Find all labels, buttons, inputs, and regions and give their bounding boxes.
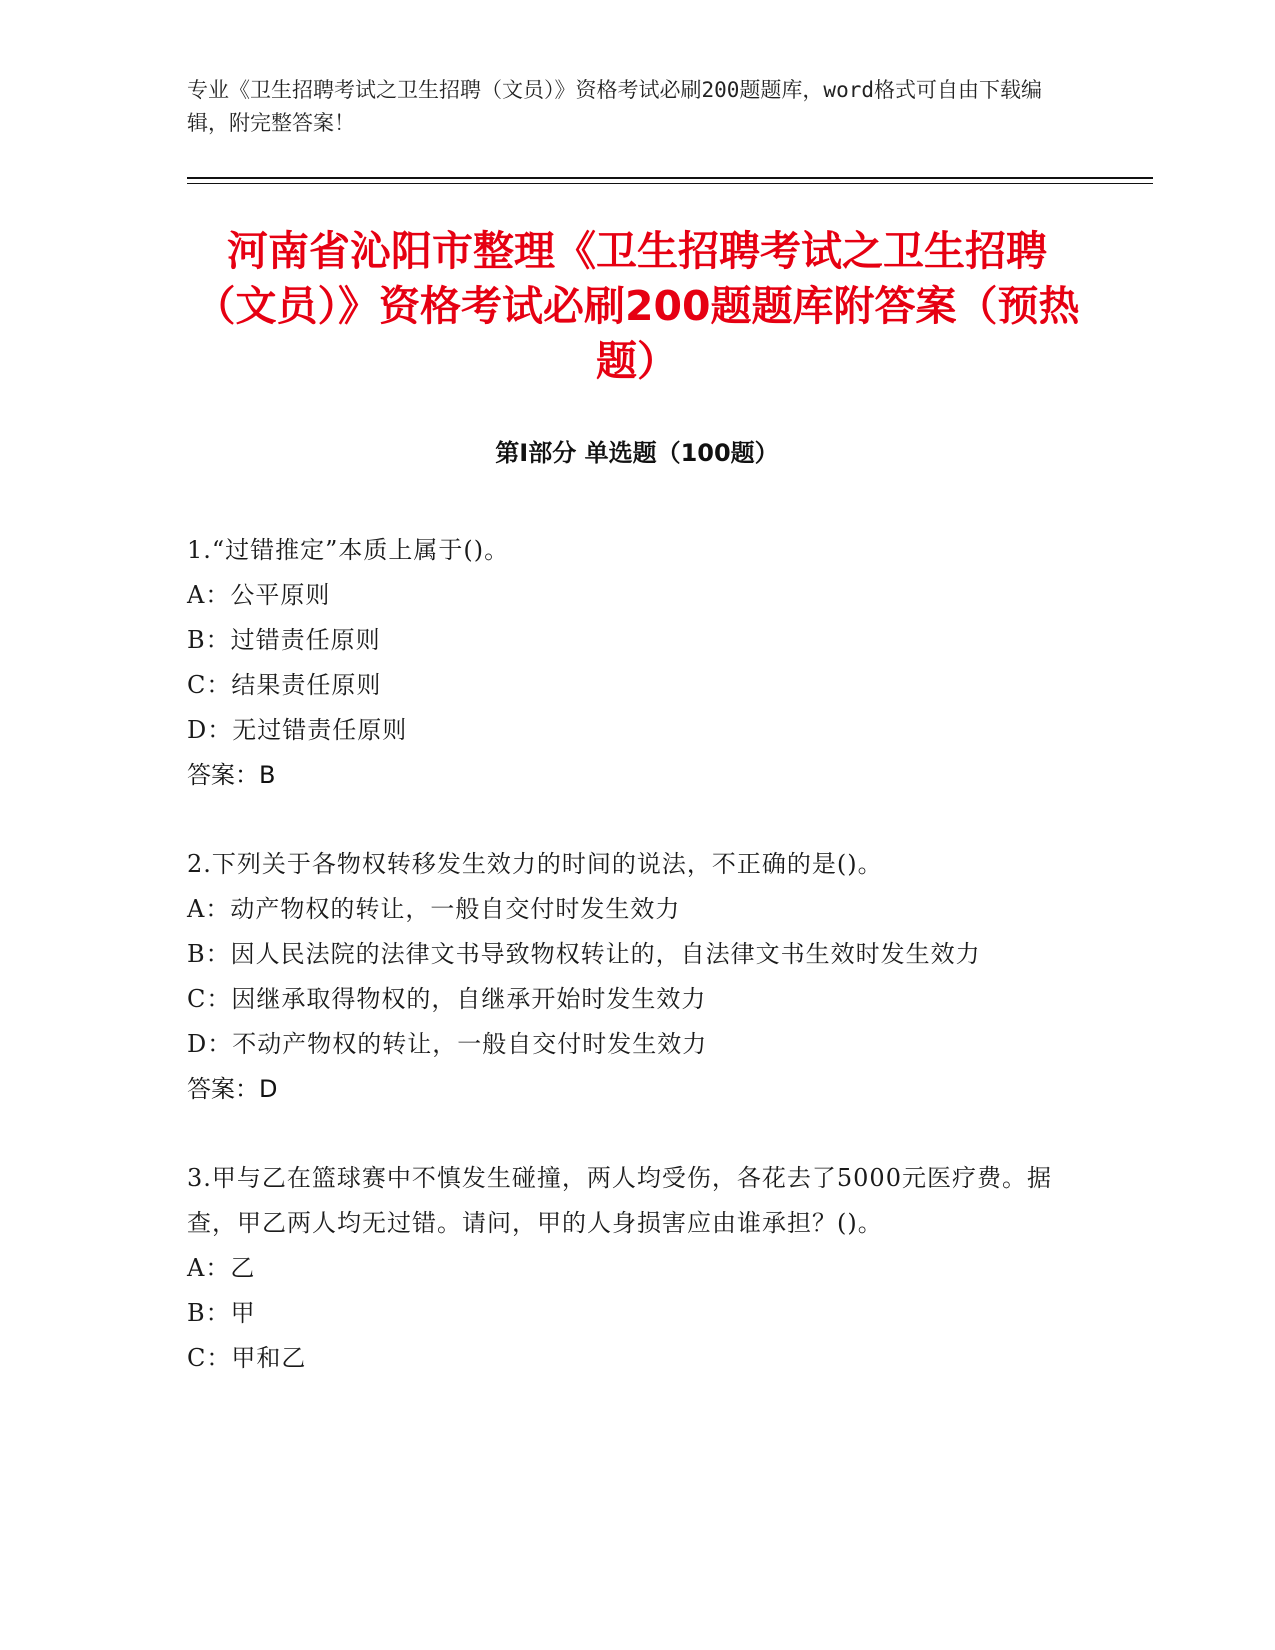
option-c: C：甲和乙: [187, 1344, 307, 1372]
section-title: 第I部分 单选题（100题）: [495, 439, 779, 467]
option-a: A：公平原则: [187, 581, 331, 609]
option-d: D：不动产物权的转让，一般自交付时发生效力: [187, 1030, 708, 1058]
question-2: [187, 842, 1087, 1112]
option-c: C：结果责任原则: [187, 671, 382, 699]
header-note: 专业《卫生招聘考试之卫生招聘（文员）》资格考试必刷200题题库，word格式可自由下载编辑，附完整答案！: [187, 78, 1042, 135]
option-c: C：因继承取得物权的，自继承开始时发生效力: [187, 985, 707, 1013]
option-b: B：过错责任原则: [187, 626, 381, 654]
question-stem: 2.下列关于各物权转移发生效力的时间的说法，不正确的是()。: [187, 850, 883, 878]
option-a: A：乙: [187, 1254, 256, 1282]
header-divider-thin: [187, 183, 1153, 184]
option-b: B：甲: [187, 1299, 256, 1327]
document-title: 河南省沁阳市整理《卫生招聘考试之卫生招聘（文员）》资格考试必刷200题题库附答案（预热题）: [194, 227, 1080, 385]
question-1: [187, 528, 1087, 798]
question-answer: 答案：B: [187, 761, 276, 789]
option-a: A：动产物权的转让，一般自交付时发生效力: [187, 895, 681, 923]
question-3: [187, 1156, 1087, 1381]
header-divider-thick: [187, 177, 1153, 179]
question-stem: 1.“过错推定”本质上属于()。: [187, 536, 510, 564]
option-b: B：因人民法院的法律文书导致物权转让的，自法律文书生效时发生效力: [187, 940, 981, 968]
question-answer: 答案：D: [187, 1075, 278, 1103]
question-list: [187, 528, 1087, 1425]
question-stem: 3.甲与乙在篮球赛中不慎发生碰撞，两人均受伤，各花去了5000元医疗费。据查，甲乙两人均无过错。请问，甲的人身损害应由谁承担？()。: [187, 1164, 1052, 1237]
option-d: D：无过错责任原则: [187, 716, 408, 744]
